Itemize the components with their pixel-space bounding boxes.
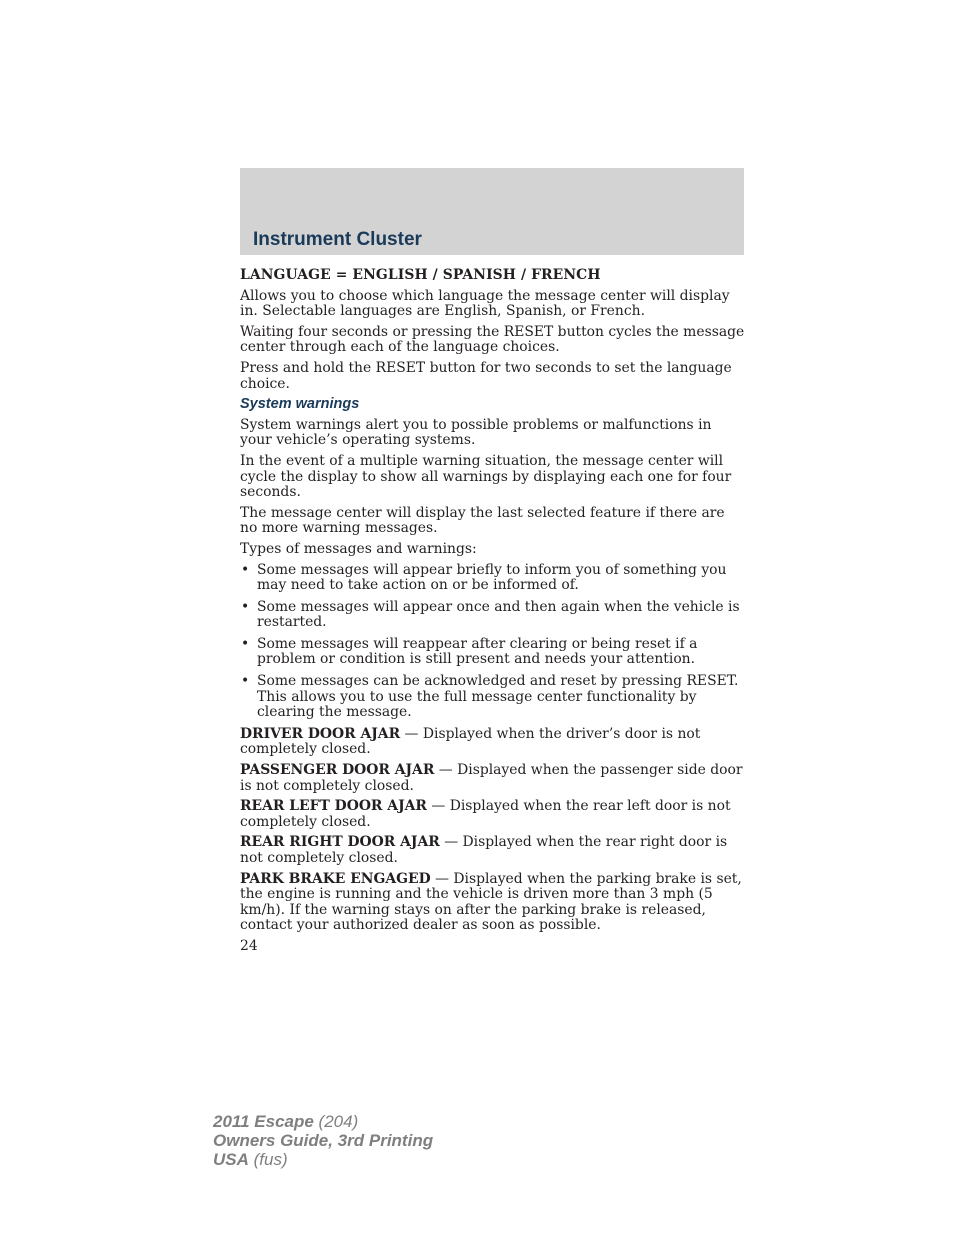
warning-term: PARK BRAKE ENGAGED	[240, 870, 431, 887]
footer-line-model: 2011 Escape (204)	[213, 1112, 359, 1131]
list-item-text: Some messages can be acknowledged and reset by pressing RESET. This allows you to use the full message center functionality by clearing the message.	[257, 673, 739, 721]
language-paragraph: Press and hold the RESET button for two seconds to set the language choice.	[240, 359, 732, 392]
system-warnings-paragraph: Types of messages and warnings:	[240, 540, 477, 557]
warning-description: — Displayed when the rear left door is not completely closed.	[240, 798, 731, 830]
warning-term: REAR RIGHT DOOR AJAR	[240, 834, 440, 851]
footer-line-guide: Owners Guide, 3rd Printing	[213, 1131, 434, 1150]
warning-description: — Displayed when the parking brake is set, the engine is running and the vehicle is driven more than 3 mph (5 km/h). If the warning stays on after the parking brake is released, contact your authorized dealer as soon as possible.	[240, 870, 742, 934]
warning-entry-rear-left-door	[240, 799, 746, 830]
bullet-icon: •	[241, 561, 250, 578]
list-item	[240, 637, 746, 668]
section-title: Instrument Cluster	[253, 229, 422, 250]
page-content	[240, 268, 746, 960]
warning-entry-driver-door	[240, 727, 746, 758]
warning-description: — Displayed when the rear right door is not completely closed.	[240, 834, 728, 866]
list-item-text: Some messages will appear once and then again when the vehicle is restarted.	[257, 598, 740, 631]
system-warnings-paragraph: In the event of a multiple warning situation, the message center will cycle the display to show all warnings by displaying each one for four seconds.	[240, 452, 732, 501]
list-item	[240, 563, 746, 594]
warning-term: PASSENGER DOOR AJAR	[240, 762, 435, 779]
section-header-band	[240, 168, 744, 255]
document-footer	[213, 1112, 433, 1169]
warning-term: REAR LEFT DOOR AJAR	[240, 798, 427, 815]
list-item-text: Some messages will appear briefly to inform you of something you may need to take action on or be informed of.	[257, 561, 727, 594]
system-warnings-title: System warnings	[240, 396, 360, 413]
language-paragraph: Allows you to choose which language the message center will display in. Selectable languages are English, Spanish, or French.	[240, 287, 730, 320]
page-number: 24	[240, 937, 258, 954]
list-item	[240, 674, 746, 721]
language-heading: LANGUAGE = ENGLISH / SPANISH / FRENCH	[240, 267, 601, 283]
warning-description: — Displayed when the driver’s door is not completely closed.	[240, 725, 701, 758]
language-paragraph: Waiting four seconds or pressing the RESET button cycles the message center through each of the language choices.	[240, 323, 745, 356]
warning-entry-park-brake	[240, 872, 746, 934]
warning-term: DRIVER DOOR AJAR	[240, 725, 401, 742]
warning-description: — Displayed when the passenger side door is not completely closed.	[240, 762, 743, 794]
warning-entry-rear-right-door	[240, 835, 746, 866]
footer-line-region: USA (fus)	[213, 1150, 288, 1169]
system-warnings-paragraph: The message center will display the last selected feature if there are no more warning messages.	[240, 504, 725, 537]
message-types-list	[240, 563, 746, 721]
system-warnings-paragraph: System warnings alert you to possible problems or malfunctions in your vehicle’s operating systems.	[240, 416, 712, 449]
bullet-icon: •	[241, 673, 250, 690]
list-item-text: Some messages will reappear after clearing or being reset if a problem or condition is still present and needs your attention.	[257, 635, 698, 668]
bullet-icon: •	[241, 635, 250, 652]
list-item	[240, 600, 746, 631]
warning-entry-passenger-door	[240, 763, 746, 794]
bullet-icon: •	[241, 598, 250, 615]
